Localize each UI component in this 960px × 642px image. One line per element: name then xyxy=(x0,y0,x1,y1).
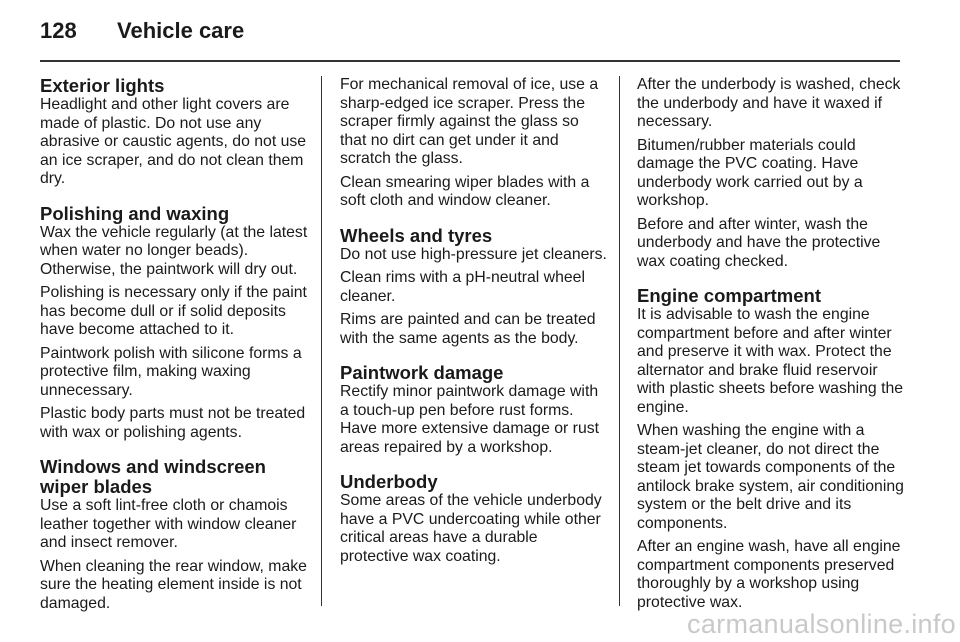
column-2 xyxy=(340,76,607,571)
paragraph: Clean smearing wiper blades with a soft cloth and window cleaner. xyxy=(340,173,590,209)
paragraph: Use a soft lint-free cloth or chamois leather together with window cleaner and insect remover. xyxy=(40,497,297,551)
paragraph: It is advisable to wash the engine compartment before and after winter and preserve it with wax. Protect the alternator and brake fluid reservoir with plastic sheets before washing the engine. xyxy=(637,306,904,416)
paragraph: Bitumen/rubber materials could damage the PVC coating. Have underbody work carried out by a workshop. xyxy=(637,136,863,209)
paragraph: When washing the engine with a steam-jet cleaner, do not direct the steam jet towards components of the antilock brake system, air conditioning system or the belt drive and its components. xyxy=(637,422,904,532)
paragraph: Polishing is necessary only if the paint has become dull or if solid deposits have become attached to it. xyxy=(40,284,307,338)
column-3 xyxy=(637,76,905,617)
column-divider-1 xyxy=(321,76,322,606)
paragraph: When cleaning the rear window, make sure the heating element inside is not damaged. xyxy=(40,557,307,612)
heading-paintwork-damage: Paintwork damage xyxy=(340,362,504,383)
heading-underbody: Underbody xyxy=(340,471,438,492)
heading-exterior-lights: Exterior lights xyxy=(40,75,165,96)
heading-engine-compartment: Engine compartment xyxy=(637,285,821,306)
heading-windows-wiper-blades: Windows and windscreen wiper blades xyxy=(40,456,266,497)
paragraph: Rectify minor paintwork damage with a touch-up pen before rust forms. Have more extensive damage or rust areas repaired by a workshop. xyxy=(340,383,600,456)
paragraph: After the underbody is washed, check the underbody and have it waxed if necessary. xyxy=(637,76,901,130)
paragraph: After an engine wash, have all engine compartment components preserved thoroughly by a workshop using protective wax. xyxy=(637,538,901,611)
paragraph: Some areas of the vehicle underbody have a PVC undercoating while other critical areas have a durable protective wax coating. xyxy=(340,492,602,565)
paragraph: Plastic body parts must not be treated with wax or polishing agents. xyxy=(40,405,306,441)
header-rule xyxy=(40,60,900,62)
paragraph: Headlight and other light covers are made of plastic. Do not use any abrasive or caustic agents, do not use an ice scraper, and do not clean them dry. xyxy=(40,96,307,187)
page-number: 128 xyxy=(40,18,77,43)
column-divider-2 xyxy=(619,76,620,606)
paragraph: Rims are painted and can be treated with the same agents as the body. xyxy=(340,311,596,347)
paragraph: Paintwork polish with silicone forms a protective film, making waxing unnecessary. xyxy=(40,344,302,399)
heading-wheels-tyres: Wheels and tyres xyxy=(340,224,493,246)
page-header xyxy=(40,18,244,50)
paragraph: Clean rims with a pH-neutral wheel cleaner. xyxy=(340,269,585,305)
paragraph: For mechanical removal of ice, use a sharp-edged ice scraper. Press the scraper firmly against the glass so that no dirt can get under it and scratch the glass. xyxy=(340,76,599,167)
watermark: carmanualsonline.info xyxy=(687,609,956,639)
paragraph: Do not use high-pressure jet cleaners. xyxy=(340,245,607,263)
paragraph: Wax the vehicle regularly (at the latest when water no longer beads). Otherwise, the paintwork will dry out. xyxy=(40,223,308,278)
heading-polishing-waxing: Polishing and waxing xyxy=(40,202,230,224)
column-1 xyxy=(40,76,308,618)
page-title: Vehicle care xyxy=(117,18,245,43)
paragraph: Before and after winter, wash the underbody and have the protective wax coating checked. xyxy=(637,215,881,270)
